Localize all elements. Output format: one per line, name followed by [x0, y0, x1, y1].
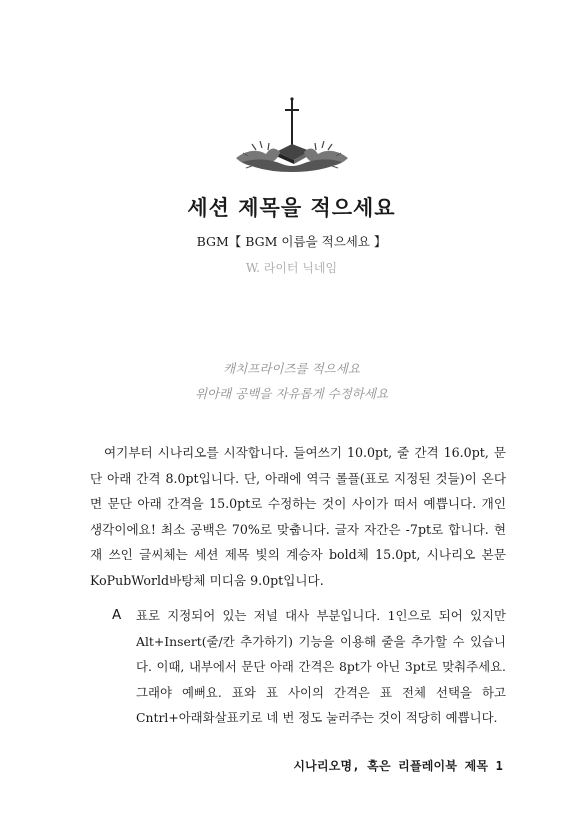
dialogue-speaker: A: [112, 607, 122, 623]
catchphrase-line-2: 위아래 공백을 자유롭게 수정하세요: [194, 386, 389, 401]
sword-in-stone-icon: [232, 96, 352, 176]
session-title: 세션 제목을 적으세요: [187, 195, 396, 220]
bgm-line: BGM【 BGM 이름을 적으세요 】: [196, 234, 387, 249]
scenario-body: [90, 440, 506, 594]
catchphrase-line-1: 캐치프라이즈를 적으세요: [223, 361, 360, 376]
body-paragraph: 여기부터 시나리오를 시작합니다. 들여쓰기 10.0pt, 줄 간격 16.0pt, 문단 아래 간격 8.0pt입니다. 단, 아래에 역극 롤플(표로 지정된 것들)이 온다면 문단 아래 간격을 15.0pt로 수정하는 것이 사이가 떠서 예쁩니다. 개인 생각이에요! 최소 공백은 70%로 맞춥니다. 글자 자간은 -7pt로 합니다. 현재 쓰인 글씨체는 세션 제목 빛의 계승자 bold체 15.0pt, 시나리오 본문 KoPubWorld바탕체 미디움 9.0pt입니다.: [90, 445, 506, 588]
dialogue-line: 표로 지정되어 있는 저널 대사 부분입니다. 1인으로 되어 있지만 Alt+Insert(줄/칸 추가하기) 기능을 이용해 줄을 추가할 수 있습니다. 이때, 내부에서 문단 아래 간격은 8pt가 아닌 3pt로 맞춰주세요. 그래야 예뻐요. 표와 표 사이의 간격은 표 전체 선택을 하고 Cntrl+아래화살표키로 네 번 정도 눌러주는 것이 적당히 예쁩니다.: [136, 608, 506, 725]
writer-name: W. 라이터 닉네임: [245, 261, 338, 275]
dialogue-block: [112, 603, 506, 731]
page-footer: 시나리오명, 혹은 리플레이북 제목 1: [293, 759, 503, 773]
